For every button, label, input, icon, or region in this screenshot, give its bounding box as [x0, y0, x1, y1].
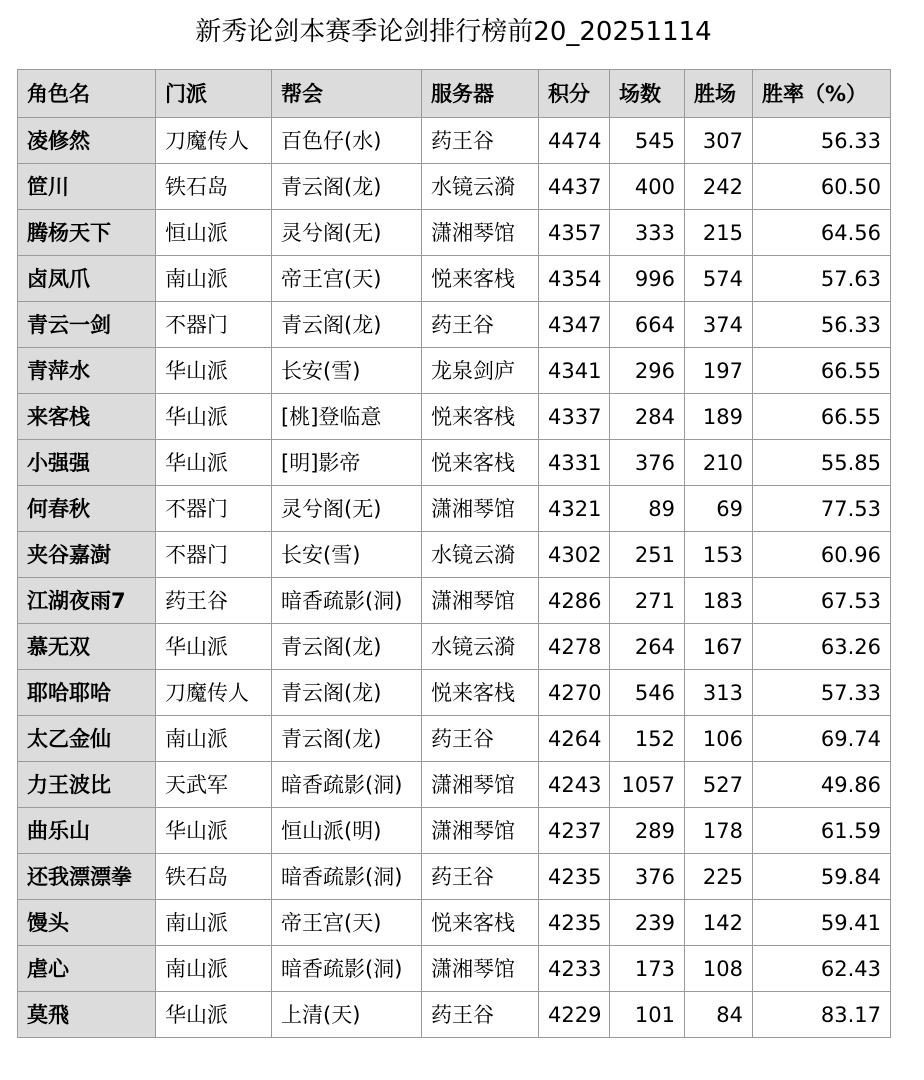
- cell-wins: 210: [685, 440, 753, 486]
- cell-win-rate: 56.33: [753, 118, 891, 164]
- cell-sect: 南山派: [156, 946, 272, 992]
- cell-win-rate: 67.53: [753, 578, 891, 624]
- cell-sect: 铁石岛: [156, 854, 272, 900]
- cell-points: 4229: [539, 992, 610, 1038]
- cell-matches: 996: [610, 256, 685, 302]
- cell-matches: 284: [610, 394, 685, 440]
- cell-points: 4337: [539, 394, 610, 440]
- cell-matches: 101: [610, 992, 685, 1038]
- cell-points: 4235: [539, 854, 610, 900]
- cell-server: 药王谷: [422, 302, 539, 348]
- cell-name: 何春秋: [18, 486, 156, 532]
- cell-name: 馒头: [18, 900, 156, 946]
- cell-wins: 313: [685, 670, 753, 716]
- table-body: [18, 118, 891, 1038]
- cell-points: 4233: [539, 946, 610, 992]
- cell-guild: 帝王宫(天): [272, 256, 422, 302]
- cell-wins: 527: [685, 762, 753, 808]
- cell-sect: 华山派: [156, 440, 272, 486]
- column-header-sect: 门派: [156, 70, 272, 118]
- cell-sect: 铁石岛: [156, 164, 272, 210]
- cell-wins: 215: [685, 210, 753, 256]
- cell-matches: 289: [610, 808, 685, 854]
- cell-points: 4357: [539, 210, 610, 256]
- cell-server: 药王谷: [422, 854, 539, 900]
- table-row: [18, 900, 891, 946]
- cell-matches: 264: [610, 624, 685, 670]
- column-header-guild: 帮会: [272, 70, 422, 118]
- cell-win-rate: 60.50: [753, 164, 891, 210]
- cell-name: 凌修然: [18, 118, 156, 164]
- cell-sect: 南山派: [156, 256, 272, 302]
- cell-guild: 灵兮阁(无): [272, 486, 422, 532]
- cell-points: 4302: [539, 532, 610, 578]
- cell-points: 4286: [539, 578, 610, 624]
- cell-sect: 药王谷: [156, 578, 272, 624]
- table-row: [18, 670, 891, 716]
- table-row: [18, 164, 891, 210]
- cell-name: 笸川: [18, 164, 156, 210]
- page-title: 新秀论剑本赛季论剑排行榜前20_20251114: [195, 17, 712, 47]
- cell-server: 潇湘琴馆: [422, 210, 539, 256]
- table-row: [18, 256, 891, 302]
- cell-guild: [明]影帝: [272, 440, 422, 486]
- table-row: [18, 762, 891, 808]
- cell-guild: 百色仔(水): [272, 118, 422, 164]
- cell-sect: 华山派: [156, 394, 272, 440]
- cell-guild: 青云阁(龙): [272, 302, 422, 348]
- cell-win-rate: 66.55: [753, 348, 891, 394]
- cell-win-rate: 57.33: [753, 670, 891, 716]
- cell-name: 曲乐山: [18, 808, 156, 854]
- cell-server: 水镜云漪: [422, 624, 539, 670]
- cell-matches: 251: [610, 532, 685, 578]
- cell-guild: 暗香疏影(洞): [272, 762, 422, 808]
- cell-sect: 不器门: [156, 532, 272, 578]
- cell-name: 腾杨天下: [18, 210, 156, 256]
- cell-win-rate: 55.85: [753, 440, 891, 486]
- cell-name: 慕无双: [18, 624, 156, 670]
- cell-wins: 574: [685, 256, 753, 302]
- cell-name: 青云一剑: [18, 302, 156, 348]
- table-header-row: [18, 70, 891, 118]
- cell-matches: 152: [610, 716, 685, 762]
- cell-name: 力王波比: [18, 762, 156, 808]
- cell-server: 潇湘琴馆: [422, 946, 539, 992]
- table-row: [18, 624, 891, 670]
- cell-wins: 108: [685, 946, 753, 992]
- cell-name: 虐心: [18, 946, 156, 992]
- cell-points: 4437: [539, 164, 610, 210]
- cell-sect: 华山派: [156, 992, 272, 1038]
- table-row: [18, 348, 891, 394]
- cell-server: 悦来客栈: [422, 394, 539, 440]
- cell-matches: 89: [610, 486, 685, 532]
- table-row: [18, 394, 891, 440]
- cell-points: 4235: [539, 900, 610, 946]
- cell-sect: 恒山派: [156, 210, 272, 256]
- cell-points: 4243: [539, 762, 610, 808]
- column-header-name: 角色名: [18, 70, 156, 118]
- cell-server: 悦来客栈: [422, 670, 539, 716]
- cell-guild: 长安(雪): [272, 532, 422, 578]
- cell-guild: 青云阁(龙): [272, 716, 422, 762]
- table-row: [18, 578, 891, 624]
- cell-win-rate: 64.56: [753, 210, 891, 256]
- cell-sect: 华山派: [156, 624, 272, 670]
- cell-win-rate: 63.26: [753, 624, 891, 670]
- cell-guild: 青云阁(龙): [272, 164, 422, 210]
- cell-matches: 173: [610, 946, 685, 992]
- cell-guild: 暗香疏影(洞): [272, 578, 422, 624]
- cell-guild: 长安(雪): [272, 348, 422, 394]
- cell-wins: 242: [685, 164, 753, 210]
- cell-points: 4264: [539, 716, 610, 762]
- cell-guild: 青云阁(龙): [272, 624, 422, 670]
- cell-server: 龙泉剑庐: [422, 348, 539, 394]
- cell-server: 悦来客栈: [422, 440, 539, 486]
- cell-wins: 183: [685, 578, 753, 624]
- cell-sect: 刀魔传人: [156, 670, 272, 716]
- cell-wins: 189: [685, 394, 753, 440]
- cell-server: 潇湘琴馆: [422, 486, 539, 532]
- cell-matches: 376: [610, 854, 685, 900]
- cell-win-rate: 61.59: [753, 808, 891, 854]
- ranking-table: [17, 69, 891, 1038]
- cell-points: 4341: [539, 348, 610, 394]
- cell-matches: 400: [610, 164, 685, 210]
- cell-guild: 青云阁(龙): [272, 670, 422, 716]
- cell-server: 药王谷: [422, 992, 539, 1038]
- cell-wins: 153: [685, 532, 753, 578]
- cell-server: 药王谷: [422, 716, 539, 762]
- cell-name: 太乙金仙: [18, 716, 156, 762]
- cell-server: 潇湘琴馆: [422, 808, 539, 854]
- cell-server: 水镜云漪: [422, 164, 539, 210]
- cell-win-rate: 60.96: [753, 532, 891, 578]
- cell-server: 水镜云漪: [422, 532, 539, 578]
- cell-guild: 帝王宫(天): [272, 900, 422, 946]
- table-row: [18, 210, 891, 256]
- cell-points: 4237: [539, 808, 610, 854]
- cell-win-rate: 59.84: [753, 854, 891, 900]
- column-header-wins: 胜场: [685, 70, 753, 118]
- cell-server: 悦来客栈: [422, 256, 539, 302]
- cell-wins: 106: [685, 716, 753, 762]
- cell-name: 江湖夜雨7: [18, 578, 156, 624]
- cell-matches: 664: [610, 302, 685, 348]
- cell-name: 小强强: [18, 440, 156, 486]
- cell-name: 耶哈耶哈: [18, 670, 156, 716]
- cell-sect: 天武军: [156, 762, 272, 808]
- table-row: [18, 946, 891, 992]
- table-row: [18, 486, 891, 532]
- cell-sect: 不器门: [156, 486, 272, 532]
- table-row: [18, 118, 891, 164]
- cell-wins: 167: [685, 624, 753, 670]
- cell-win-rate: 66.55: [753, 394, 891, 440]
- table-row: [18, 992, 891, 1038]
- cell-sect: 不器门: [156, 302, 272, 348]
- cell-matches: 239: [610, 900, 685, 946]
- cell-points: 4321: [539, 486, 610, 532]
- cell-sect: 刀魔传人: [156, 118, 272, 164]
- cell-server: 潇湘琴馆: [422, 578, 539, 624]
- cell-wins: 307: [685, 118, 753, 164]
- cell-matches: 546: [610, 670, 685, 716]
- cell-guild: [桃]登临意: [272, 394, 422, 440]
- cell-points: 4354: [539, 256, 610, 302]
- table-row: [18, 302, 891, 348]
- cell-guild: 暗香疏影(洞): [272, 854, 422, 900]
- cell-matches: 1057: [610, 762, 685, 808]
- cell-win-rate: 57.63: [753, 256, 891, 302]
- cell-sect: 南山派: [156, 900, 272, 946]
- column-header-win-rate: 胜率（%）: [753, 70, 891, 118]
- cell-points: 4474: [539, 118, 610, 164]
- cell-wins: 178: [685, 808, 753, 854]
- column-header-matches: 场数: [610, 70, 685, 118]
- cell-guild: 暗香疏影(洞): [272, 946, 422, 992]
- cell-sect: 华山派: [156, 348, 272, 394]
- table-row: [18, 854, 891, 900]
- cell-wins: 84: [685, 992, 753, 1038]
- cell-guild: 上清(天): [272, 992, 422, 1038]
- cell-name: 卤凤爪: [18, 256, 156, 302]
- cell-name: 莫飛: [18, 992, 156, 1038]
- cell-wins: 225: [685, 854, 753, 900]
- cell-win-rate: 49.86: [753, 762, 891, 808]
- cell-name: 夹谷嘉澍: [18, 532, 156, 578]
- cell-points: 4347: [539, 302, 610, 348]
- cell-win-rate: 56.33: [753, 302, 891, 348]
- cell-name: 还我漂漂拳: [18, 854, 156, 900]
- cell-win-rate: 83.17: [753, 992, 891, 1038]
- table-row: [18, 440, 891, 486]
- column-header-points: 积分: [539, 70, 610, 118]
- cell-guild: 灵兮阁(无): [272, 210, 422, 256]
- cell-points: 4278: [539, 624, 610, 670]
- cell-matches: 271: [610, 578, 685, 624]
- cell-points: 4331: [539, 440, 610, 486]
- table-row: [18, 532, 891, 578]
- cell-sect: 华山派: [156, 808, 272, 854]
- cell-server: 悦来客栈: [422, 900, 539, 946]
- cell-win-rate: 69.74: [753, 716, 891, 762]
- cell-matches: 545: [610, 118, 685, 164]
- table-row: [18, 716, 891, 762]
- cell-guild: 恒山派(明): [272, 808, 422, 854]
- cell-wins: 69: [685, 486, 753, 532]
- cell-server: 药王谷: [422, 118, 539, 164]
- cell-win-rate: 62.43: [753, 946, 891, 992]
- cell-matches: 296: [610, 348, 685, 394]
- cell-wins: 142: [685, 900, 753, 946]
- cell-matches: 333: [610, 210, 685, 256]
- column-header-server: 服务器: [422, 70, 539, 118]
- cell-name: 来客栈: [18, 394, 156, 440]
- cell-wins: 197: [685, 348, 753, 394]
- cell-win-rate: 77.53: [753, 486, 891, 532]
- cell-wins: 374: [685, 302, 753, 348]
- cell-name: 青萍水: [18, 348, 156, 394]
- cell-sect: 南山派: [156, 716, 272, 762]
- cell-server: 潇湘琴馆: [422, 762, 539, 808]
- table-row: [18, 808, 891, 854]
- cell-win-rate: 59.41: [753, 900, 891, 946]
- cell-matches: 376: [610, 440, 685, 486]
- cell-points: 4270: [539, 670, 610, 716]
